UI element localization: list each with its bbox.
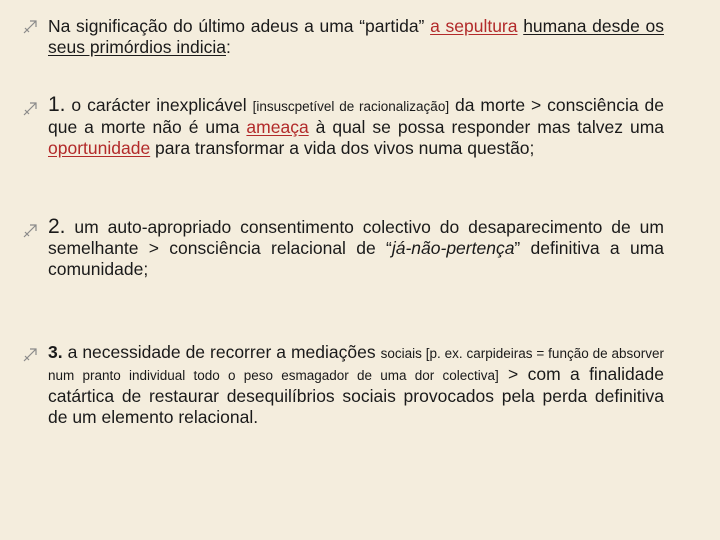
underlined-text: humana desde os seus primórdios indicia xyxy=(48,16,664,57)
arrow-bullet-icon xyxy=(22,19,38,35)
text-segment: Na significação do último adeus a uma “partida” xyxy=(48,16,431,36)
text-segment: para transformar a vida dos vivos numa questão; xyxy=(150,138,535,158)
text-segment: um auto-apropriado consentimento colectivo do desaparecimento de um semelhante > consciência relacional de “ xyxy=(48,217,664,258)
bullet-text xyxy=(48,16,664,58)
item-number: 1. xyxy=(48,93,66,116)
text-segment: ” definitiva a uma comunidade; xyxy=(48,238,664,279)
arrow-bullet-icon xyxy=(22,101,38,117)
highlight-text: ameaça xyxy=(246,117,309,137)
text-segment: : xyxy=(226,37,231,57)
italic-text: já-não-pertença xyxy=(391,238,515,258)
bullet-text xyxy=(48,216,664,280)
text-segment: sociais [p. ex. carpideiras = função de absorver num pranto individual todo o peso esmagador de uma dor colectiva] xyxy=(48,346,665,383)
text-segment: o carácter inexplicável xyxy=(65,95,253,115)
text-segment: à qual se possa responder mas talvez uma xyxy=(308,117,665,137)
text-segment: [insuscpetível de racionalização] xyxy=(252,99,450,114)
text-segment: da morte > consciência de que a morte não é uma xyxy=(48,95,665,137)
highlight-text: oportunidade xyxy=(48,138,151,158)
arrow-bullet-icon xyxy=(22,223,38,239)
arrow-bullet-icon xyxy=(22,347,38,363)
bullet-text xyxy=(48,94,664,159)
item-number: 2. xyxy=(48,215,66,238)
text-segment: a necessidade de recorrer a mediações xyxy=(62,342,381,362)
text-segment: > com a finalidade catártica de restaurar desequilíbrios sociais provocados pela perda definitiva de um elemento relacional. xyxy=(48,364,664,427)
item-number: 3. xyxy=(48,342,63,362)
bullet-text xyxy=(48,342,664,428)
highlight-text: a sepultura xyxy=(430,16,518,36)
